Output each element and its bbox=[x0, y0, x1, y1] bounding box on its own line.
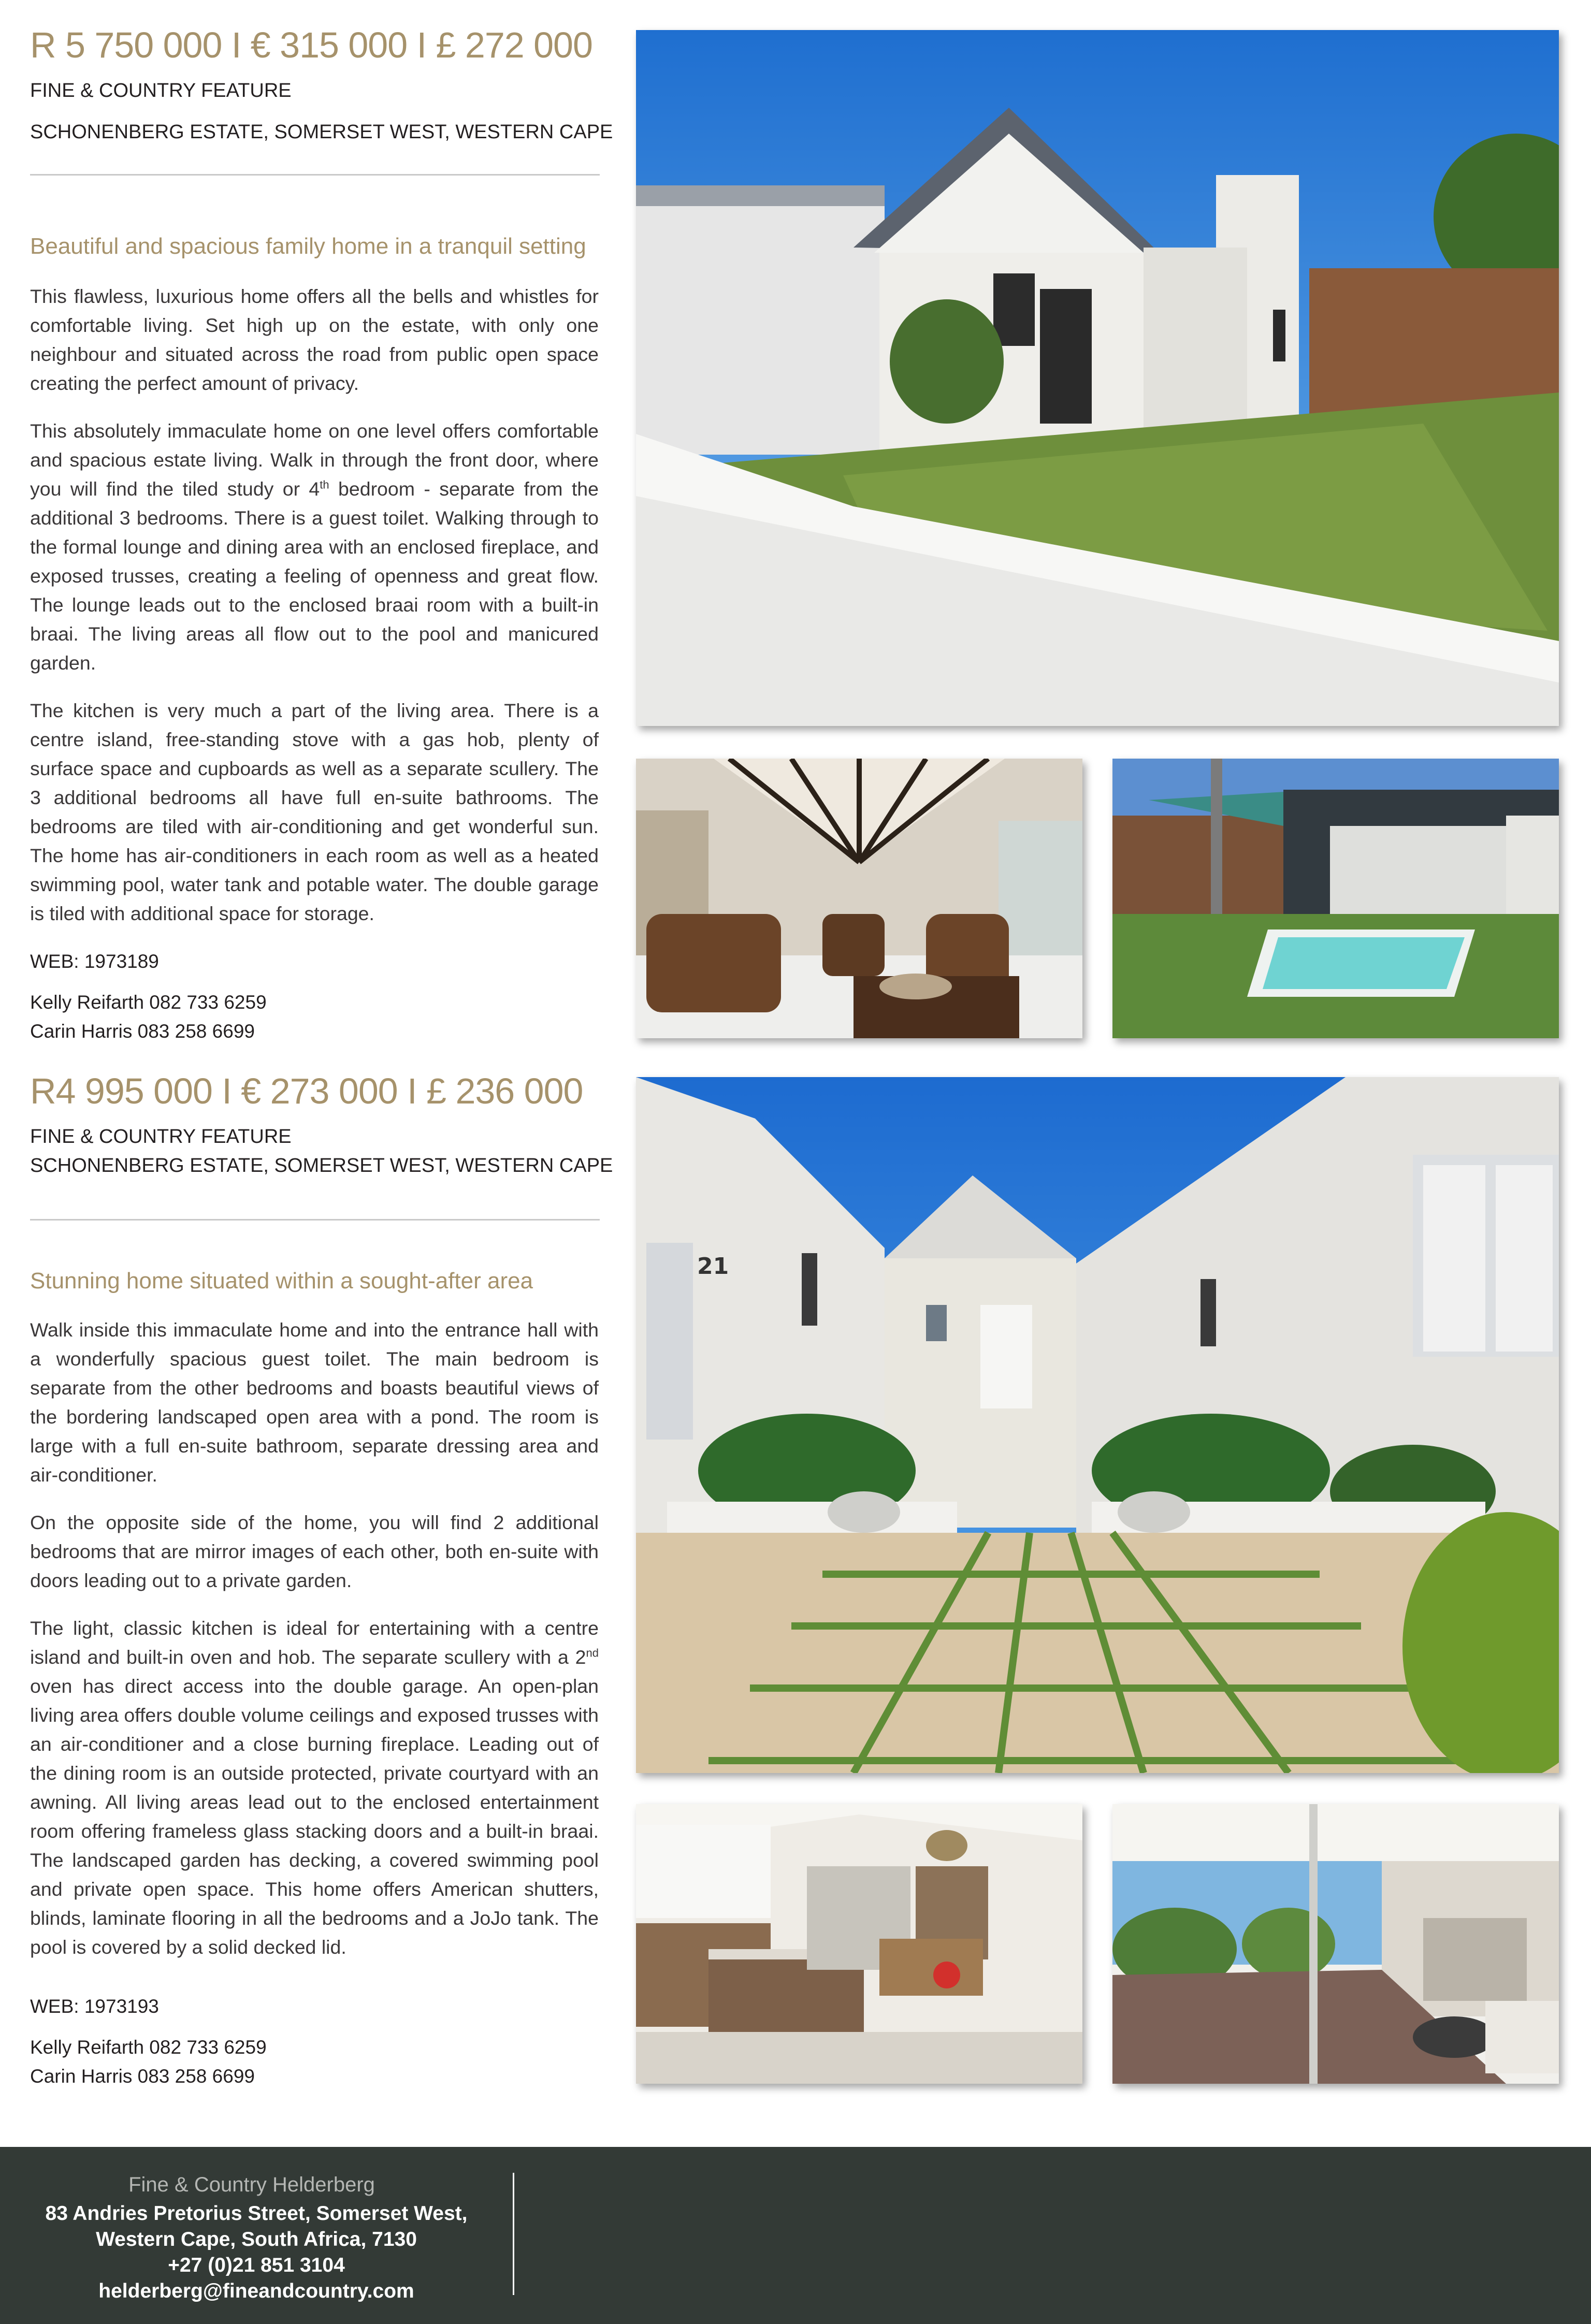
listing2-feature-label: FINE & COUNTRY FEATURE bbox=[30, 1126, 292, 1148]
footer bbox=[0, 2147, 1591, 2324]
listing2-agent-kelly: Kelly Reifarth 082 733 6259 bbox=[30, 2037, 267, 2058]
listing1-feature-label: FINE & COUNTRY FEATURE bbox=[30, 80, 292, 101]
house-number: 21 bbox=[697, 1253, 729, 1280]
listing1-description bbox=[30, 282, 599, 947]
listing2-web-ref: WEB: 1973193 bbox=[30, 1996, 159, 2017]
listing1-photo-lounge bbox=[636, 759, 1082, 1038]
listing2-headline: Stunning home situated within a sought-after area bbox=[30, 1268, 533, 1294]
footer-phone[interactable]: +27 (0)21 851 3104 bbox=[168, 2254, 345, 2276]
listing2-photo-courtyard bbox=[636, 1077, 1559, 1773]
listing1-paragraph-2: This absolutely immaculate home on one level offers comfortable and spacious estate living. Walk in through the front door, where you will find the tiled study or 4th bedroom - separate from the additional 3 bedrooms. There is a guest toilet. Walking through to the formal lounge and dining area with an enclosed fireplace, and exposed trusses, creating a feeling of openness and great flow. The lounge leads out to the enclosed braai room with a built-in braai. The living areas all flow out to the pool and manicured garden. bbox=[30, 420, 599, 674]
listing1-agents bbox=[30, 988, 267, 1046]
listing1-headline: Beautiful and spacious family home in a tranquil setting bbox=[30, 234, 586, 259]
listing2-address: SCHONENBERG ESTATE, SOMERSET WEST, WESTERN CAPE bbox=[30, 1155, 613, 1176]
listing2-description bbox=[30, 1315, 599, 1980]
listing1-address: SCHONENBERG ESTATE, SOMERSET WEST, WESTERN CAPE bbox=[30, 121, 613, 143]
listing2-photo-kitchen bbox=[636, 1804, 1082, 2084]
listing2-price: R4 995 000 I € 273 000 I £ 236 000 bbox=[30, 1071, 583, 1111]
listing2-photo-deck bbox=[1112, 1804, 1559, 2084]
footer-address-line-2: Western Cape, South Africa, 7130 bbox=[96, 2228, 417, 2250]
listing2-paragraph-2: On the opposite side of the home, you will find 2 additional bedrooms that are mirror images of each other, both en-suite with doors leading out to a private garden. bbox=[30, 1512, 599, 1591]
listing1-paragraph-3: The kitchen is very much a part of the living area. There is a centre island, free-standing stove with a gas hob, plenty of surface space and cupboards as well as a separate scullery. The 3 additional bedrooms all have full en-suite bathrooms. The bedrooms are tiled with air-conditioning and get wonderful sun. The home has air-conditioners in each room as well as a heated swimming pool, water tank and potable water. The double garage is tiled with additional space for storage. bbox=[30, 700, 599, 924]
listing2-paragraph-1: Walk inside this immaculate home and into the entrance hall with a wonderfully spacious guest toilet. The main bedroom is separate from the other bedrooms and boasts beautiful views of the bordering landscaped open area with a pond. The room is large with a full en-suite bathroom, separate dressing area and air-conditioner. bbox=[30, 1319, 599, 1486]
listing1-agent-kelly: Kelly Reifarth 082 733 6259 bbox=[30, 992, 267, 1013]
footer-contact bbox=[0, 2169, 513, 2304]
listing1-divider bbox=[30, 174, 600, 176]
listing1-price: R 5 750 000 I € 315 000 I £ 272 000 bbox=[30, 25, 592, 65]
listing2-divider bbox=[30, 1219, 600, 1221]
listing2-agent-carin: Carin Harris 083 258 6699 bbox=[30, 2066, 255, 2087]
listing2-agents bbox=[30, 2033, 267, 2091]
footer-divider bbox=[513, 2173, 514, 2295]
footer-address-line-1: 83 Andries Pretorius Street, Somerset West, bbox=[45, 2202, 468, 2225]
listing1-photo-pool bbox=[1112, 759, 1559, 1038]
footer-company: Fine & Country Helderberg bbox=[128, 2173, 375, 2196]
listing1-agent-carin: Carin Harris 083 258 6699 bbox=[30, 1021, 255, 1042]
listing1-photo-exterior bbox=[636, 30, 1559, 726]
listing2-paragraph-3: The light, classic kitchen is ideal for entertaining with a centre island and built-in oven and hob. The separate scullery with a 2nd oven has direct access into the double garage. An open-plan living area offers double volume ceilings and exposed trusses with an air-conditioner and a close burning fireplace. Leading out of the dining room is an outside protected, private courtyard with an awning. All living areas lead out to the enclosed entertainment room offering frameless glass stacking doors and a built-in braai. The landscaped garden has decking, a covered swimming pool and private open space. This home offers American shutters, blinds, laminate flooring in all the bedrooms and a JoJo tank. The pool is covered by a solid decked lid. bbox=[30, 1617, 599, 1958]
footer-email[interactable]: helderberg@fineandcountry.com bbox=[98, 2280, 414, 2302]
listing1-paragraph-1: This flawless, luxurious home offers all the bells and whistles for comfortable living. Set high up on the estate, with only one neighbour and situated across the road from public open space creating the perfect amount of privacy. bbox=[30, 285, 599, 394]
listing1-web-ref: WEB: 1973189 bbox=[30, 951, 159, 972]
